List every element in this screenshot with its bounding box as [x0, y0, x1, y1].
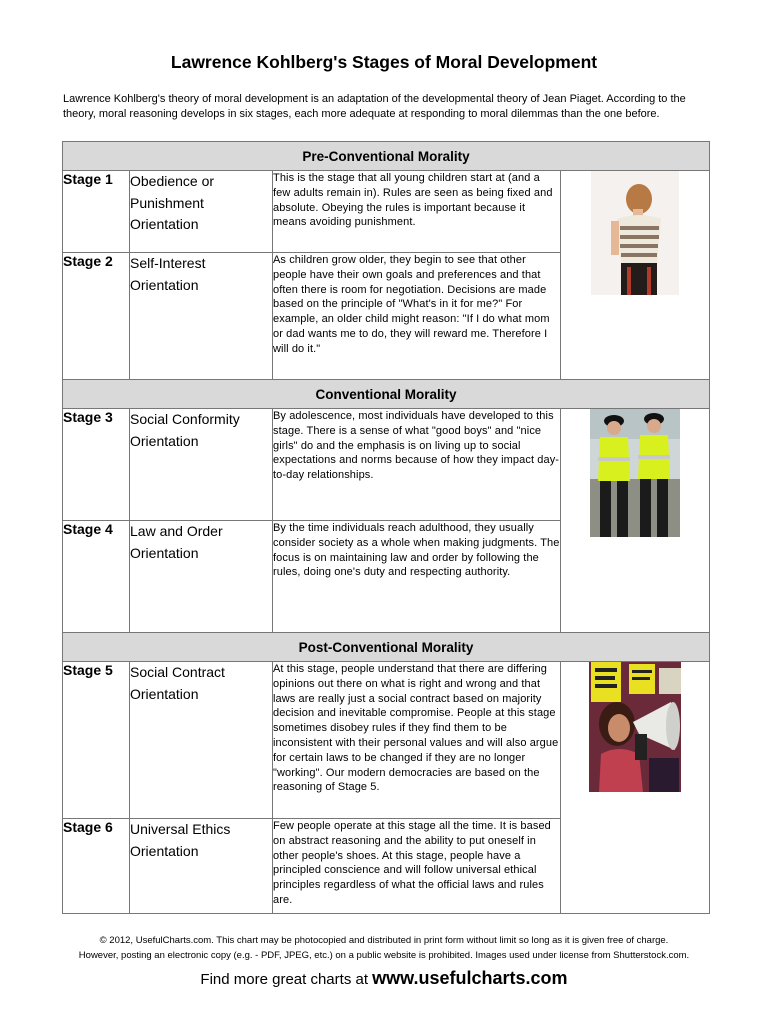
stage-image-cell: [561, 409, 710, 633]
stage-description: By the time individuals reach adulthood, they usually consider society as a whole when making judgments. The focus is on maintaining law and order by following the rules, doing one's duty and respecting authority.: [273, 521, 561, 633]
stage-description: At this stage, people understand that there are differing opinions out there on what is right and wrong and that laws are really just a social contract based on majority decision and inevitable compromise. People at this stage sometimes disobey rules if they find them to be inconsistent with their personal values and will also argue for certain laws to be changed if they are no longer "working". Our modern democracies are based on the reasoning of Stage 5.: [273, 662, 561, 819]
police-officers-photo-icon: [590, 409, 680, 537]
protester-megaphone-photo-icon: [589, 662, 681, 792]
website-link[interactable]: www.usefulcharts.com: [372, 968, 568, 988]
stage-row: [63, 662, 710, 819]
stage-description: As children grow older, they begin to see that other people have their own goals and preferences and that often there is room for negotiation. Decisions are made based on the principle of "What's in it for me?" For example, an older child might reason: "If I do what mom or dad wants me to do, they will reward me. Therefore I will do it.": [273, 253, 561, 380]
stage-description: By adolescence, most individuals have developed to this stage. There is a sense of what "good boys" and "nice girls" do and the emphasis is on living up to social expectations and norms because of how they impact day-to-day relationships.: [273, 409, 561, 521]
stage-name: Universal Ethics Orientation: [130, 819, 273, 914]
stage-number: Stage 3: [63, 409, 130, 521]
footer-line-2: However, posting an electronic copy (e.g. - PDF, JPEG, etc.) on a public website is prohibited. Images used under license from Shutterstock.com.: [78, 950, 690, 961]
child-facing-wall-photo-icon: [591, 171, 679, 295]
find-more-text: Find more great charts at: [200, 971, 373, 988]
stage-name: Social Contract Orientation: [130, 662, 273, 819]
stage-image-cell: [561, 171, 710, 380]
section-header-row: [63, 380, 710, 409]
section-heading: Conventional Morality: [63, 380, 710, 409]
page-title: Lawrence Kohlberg's Stages of Moral Development: [170, 52, 598, 72]
stage-number: Stage 2: [63, 253, 130, 380]
stage-image-cell: [561, 662, 710, 914]
section-header-row: [63, 633, 710, 662]
stage-name: Law and Order Orientation: [130, 521, 273, 633]
stage-name: Social Conformity Orientation: [130, 409, 273, 521]
stage-row: [63, 171, 710, 253]
find-more-line: [0, 968, 768, 989]
stage-number: Stage 1: [63, 171, 130, 253]
stage-description: Few people operate at this stage all the time. It is based on abstract reasoning and the ability to put oneself in other people's shoes. At this stage, people have a principled conscience and will follow universal ethical principles regardless of what the official laws and rules are.: [273, 819, 561, 914]
footer-line-1: © 2012, UsefulCharts.com. This chart may be photocopied and distributed in print form without limit so long as it is given free of charge.: [99, 935, 669, 946]
stage-name: Self-Interest Orientation: [130, 253, 273, 380]
stages-table: [62, 141, 710, 914]
section-header-row: [63, 142, 710, 171]
stage-name: Obedience or Punishment Orientation: [130, 171, 273, 253]
stage-row: [63, 409, 710, 521]
section-heading: Post-Conventional Morality: [63, 633, 710, 662]
stage-number: Stage 6: [63, 819, 130, 914]
section-heading: Pre-Conventional Morality: [63, 142, 710, 171]
stage-description: This is the stage that all young children start at (and a few adults remain in). Rules are seen as being fixed and absolute. Obeying the rules is important because it means avoiding punishment.: [273, 171, 561, 253]
copyright-footer: [0, 933, 768, 963]
stage-number: Stage 5: [63, 662, 130, 819]
intro-paragraph: Lawrence Kohlberg's theory of moral development is an adaptation of the developmental theory of Jean Piaget. According to the theory, moral reasoning develops in six stages, each more adequate at responding to moral dilemmas than the one before.: [63, 93, 686, 120]
stage-number: Stage 4: [63, 521, 130, 633]
